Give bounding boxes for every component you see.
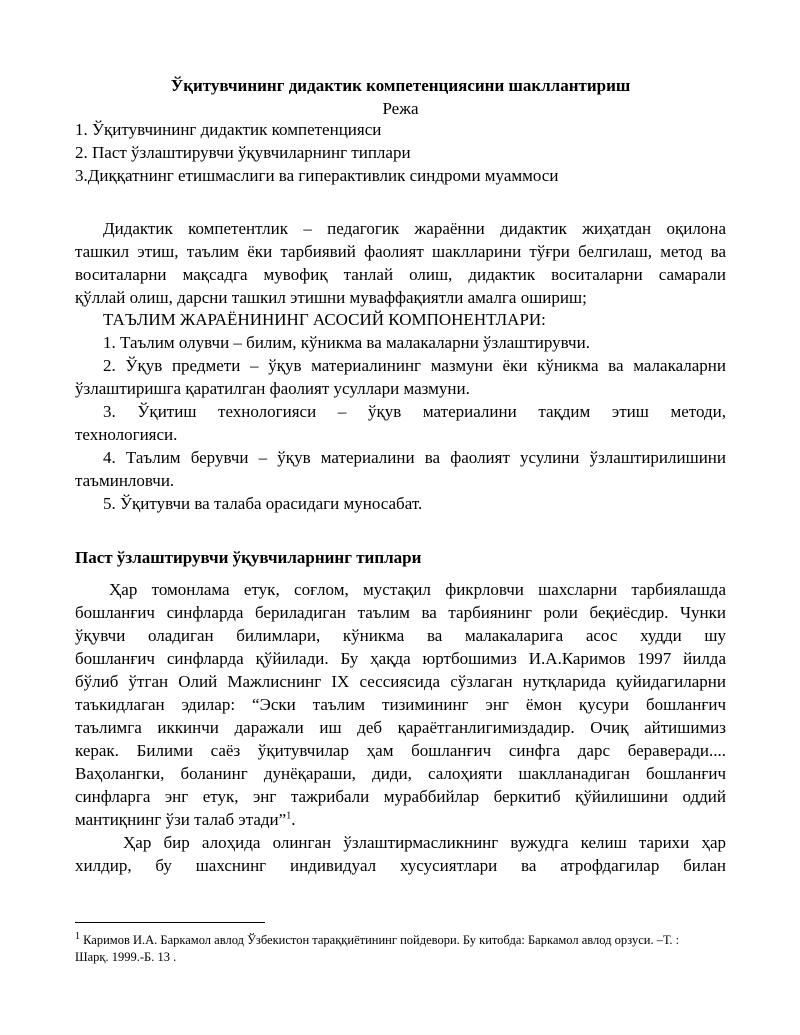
footnote	[75, 932, 726, 949]
intro-line: воситаларни мақсадга мувофиқ танлай олиш, дидактик воситаларни самарали	[75, 265, 726, 284]
paragraph-line: Ҳар бир алоҳида олинган ўзлаштирмасликнинг вужудга келиш тарихи ҳар	[123, 833, 726, 852]
section-line: Ваҳолангки, боланинг дунёқараши, диди, салоҳияти шаклланадиган бошланғич	[75, 764, 726, 783]
section-line: таъкидлаган эдилар: “Эски таълим тизимининг энг ёмон қусури бошланғич	[75, 695, 726, 714]
component-item-continuation: таъминловчи.	[75, 471, 175, 490]
section-line: бошланғич синфларда бериладиган таълим ва тарбиянинг роли беқиёсдир. Чунки	[75, 603, 726, 622]
plan-heading: Режа	[382, 99, 419, 118]
plan-item: 2. Паст ўзлаштирувчи ўқувчиларнинг типлари	[75, 143, 411, 162]
section-line: мантиқнинг ўзи талаб этади”$^1$.	[75, 810, 296, 829]
component-item: 4. Таълим берувчи – ўқув материалини ва фаолият усулини ўзлаштирилишини	[103, 448, 726, 467]
quote-ending: мантиқнинг ўзи талаб этади”	[75, 810, 287, 829]
intro-line: ташкил этиш, таълим ёки тарбиявий фаолият шаклларини тўғри белгилаш, метод ва	[75, 242, 726, 261]
intro-line: қўллай олиш, дарсни ташкил этишни муваффақиятли амалга ошириш;	[75, 288, 587, 307]
section-line: керак. Билими саёз ўқитувчилар ҳам бошланғич синфга дарс бераверади....	[75, 741, 726, 760]
paragraph-line: хилдир, бу шахснинг индивидуал хусусиятлари ва атрофдагилар билан	[75, 856, 726, 875]
component-item: 1. Таълим олувчи – билим, кўникма ва малакаларни ўзлаштирувчи.	[103, 333, 590, 352]
intro-line: Дидактик компетентлик – педагогик жараённи дидактик жиҳатдан оқилона	[103, 219, 726, 238]
footnote-reference: 1	[286, 810, 292, 822]
component-item: 2. Ўқув предмети – ўқув материалининг мазмуни ёки кўникма ва малакаларни	[103, 356, 726, 375]
plan-item: 3.Диққатнинг етишмаслиги ва гиперактивлик синдроми муаммоси	[75, 166, 559, 185]
document-title: Ўқитувчининг дидактик компетенциясини шакллантириш	[170, 76, 631, 95]
section-line: синфларга энг етук, энг тажрибали мураббийлар беркитиб қўйилишини оддий	[75, 787, 726, 806]
section-line: бўлиб ўтган Олий Мажлиснинг IX сессиясида сўзлаган нутқларида қуйидагиларни	[75, 672, 726, 691]
section-heading: Паст ўзлаштирувчи ўқувчиларнинг типлари	[75, 548, 422, 567]
component-item: 5. Ўқитувчи ва талаба орасидаги муносабат.	[103, 494, 423, 513]
section-line: ўқувчи оладиган билимлари, кўникма ва малакаларига асос худди шу	[75, 626, 726, 645]
section-line: бошланғич синфларда қўйилади. Бу ҳақда юртбошимиз И.А.Каримов 1997 йилда	[75, 649, 726, 668]
component-item-continuation: ўзлаштиришга қаратилган фаолият усуллари мазмуни.	[75, 379, 470, 398]
footnote-number: 1	[75, 930, 80, 942]
plan-item: 1. Ўқитувчининг дидактик компетенцияси	[75, 120, 382, 139]
component-item: 3. Ўқитиш технологияси – ўқув материалини тақдим этиш методи,	[103, 402, 726, 421]
section-line: таълимга иккинчи даражали иш деб қараётганлигимиздадир. Очиқ айтишимиз	[75, 718, 726, 737]
component-item-continuation: технологияси.	[75, 425, 178, 444]
footnote-separator	[75, 922, 265, 923]
footnote-text: Каримов И.А. Баркамол авлод Ўзбекистон тараққиётининг пойдевори. Бу китобда: Баркамол авлод орзуси. –Т. :	[83, 933, 680, 947]
components-heading: ТАЪЛИМ ЖАРАЁНИНИНГ АСОСИЙ КОМПОНЕНТЛАРИ:	[103, 310, 546, 329]
footnote-text: Шарқ. 1999.-Б. 13 .	[75, 950, 177, 964]
section-line: Ҳар томонлама етук, соғлом, мустақил фикрловчи шахсларни тарбиялашда	[109, 580, 726, 599]
